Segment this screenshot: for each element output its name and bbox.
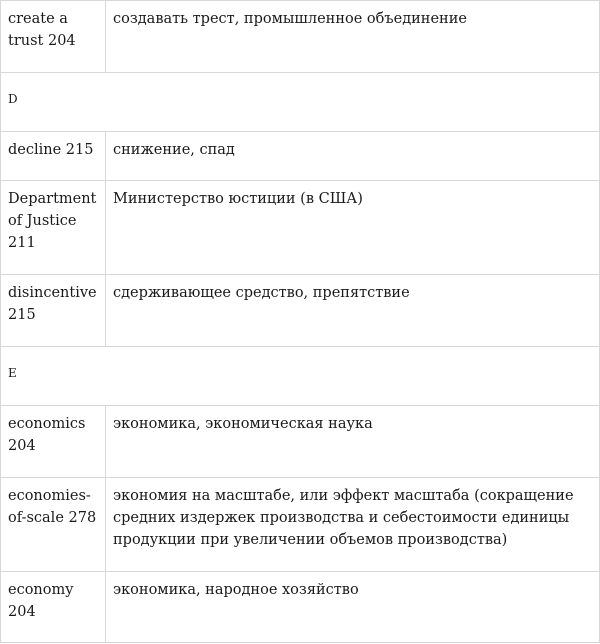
glossary-definition: снижение, спад — [106, 132, 600, 181]
glossary-term: economies-of-scale 278 — [1, 478, 106, 572]
section-letter: D — [1, 73, 600, 132]
letter-section-row — [1, 73, 600, 132]
letter-section-row — [1, 347, 600, 406]
glossary-row — [1, 132, 600, 181]
glossary-definition: создавать трест, промышленное объединение — [106, 1, 600, 73]
glossary-definition: сдерживающее средство, препятствие — [106, 275, 600, 347]
glossary-term: economics 204 — [1, 406, 106, 478]
glossary-row — [1, 1, 600, 73]
glossary-term: Department of Justice 211 — [1, 181, 106, 275]
glossary-definition: экономика, экономическая наука — [106, 406, 600, 478]
glossary-definition: экономика, народное хозяйство — [106, 572, 600, 643]
glossary-row — [1, 406, 600, 478]
glossary-definition: экономия на масштабе, или эффект масштаба (сокращение средних издержек производства и себестоимости единицы продукции при увеличении объемов производства) — [106, 478, 600, 572]
glossary-definition: Министерство юстиции (в США) — [106, 181, 600, 275]
glossary-term: disincentive 215 — [1, 275, 106, 347]
glossary-row — [1, 478, 600, 572]
glossary-row — [1, 181, 600, 275]
glossary-row — [1, 572, 600, 643]
glossary-term: create a trust 204 — [1, 1, 106, 73]
section-letter: E — [1, 347, 600, 406]
glossary-row — [1, 275, 600, 347]
glossary-term: economy 204 — [1, 572, 106, 643]
glossary-term: decline 215 — [1, 132, 106, 181]
